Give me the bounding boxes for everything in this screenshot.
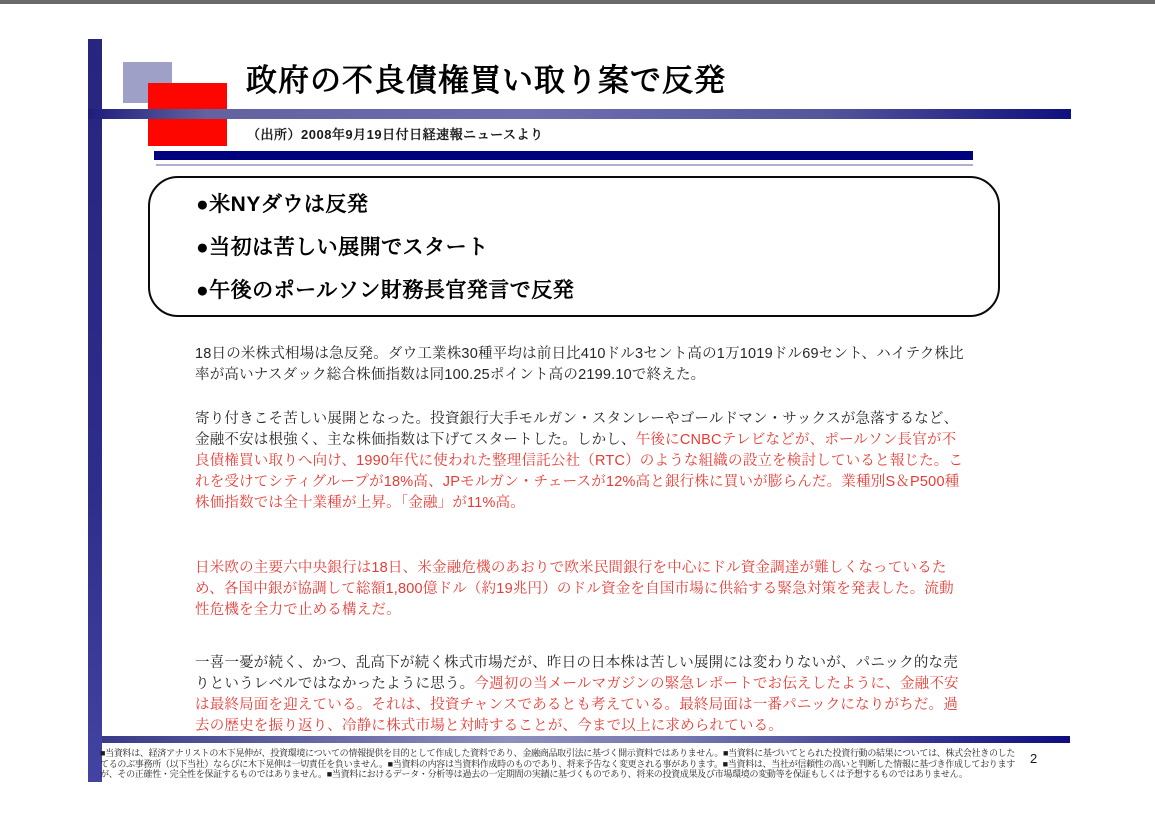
slide-title: 政府の不良債権買い取り案で反発 [246,63,726,98]
paragraph-segment: 今週初の当メールマガジンの緊急レポートでお伝えしたように、金融不安は最終局面を迎えている。それは、投資チャンスであるとも考えている。最終局面は一番パニックになりがちだ。過去の歴史を振り返り、冷静に株式市場と対峙することが、今まで以上に求められている。 [195,676,959,734]
footer-disclaimer [100,748,1016,780]
summary-box [148,176,1000,317]
footer-disclaimer-line: ■当資料は、経済アナリストの木下晃伸が、投資環境についての情報提供を目的として作成した資料であり、金融商品取引法に基づく開示資料ではありません。■当資料に基づいてとられた投資行動の結果については、株式会社きのした [100,748,1016,758]
footer-disclaimer-line: が、その正確性・完全性を保証するものではありません。■当資料におけるデータ・分析等は過去の一定期間の実績に基づくものであり、将来の投資成果及び市場環境の変動等を保証もしくは予想するものではありません。 [100,769,968,779]
paragraph-segment: 18日の米株式相場は急反発。ダウ工業株30種平均は前日比410ドル3セント高の1万1019ドル69セント、ハイテク株比率が高いナスダック総合株価指数は同100.25ポイント高の2199.10で終えた。 [195,346,964,383]
paragraph-segment: 午後にCNBCテレビなどが、ポールソン長官が不良債権買い取りへ向け、1990年代に使われた整理信託公社（RTC）のような組織の設立を検討していると報じた。これを受けてシティグループが18%高、JPモルガン・チェースが12%高と銀行株に買いが膨らんだ。業種別S＆P500種株価指数では全十業種が上昇。「金融」が11%高。 [195,432,964,511]
summary-item: ●米NYダウは反発 [196,193,369,216]
paragraph-segment: 一喜一憂が続く、かつ、乱高下が続く株式市場だが、昨日の日本株は苦しい展開には変わりないが、パニック的な売りというレベルではなかったように思う。 [195,655,958,692]
footer-rule [102,736,1070,743]
paragraph-segment: 日米欧の主要六中央銀行は18日、米金融危機のあおりで欧米民間銀行を中心にドル資金調達が難しくなっているため、各国中銀が協調して総額1,800億ドル（約19兆円）のドル資金を自国市場に供給する緊急対策を発表した。流動性危機を全力で止める構えだ。 [195,560,954,618]
header-rule-lower-underline [156,164,973,166]
header-rule-upper [88,109,1071,119]
body-paragraph [195,344,967,386]
page-number: 2 [1030,751,1038,766]
footer-disclaimer-line: てるのぶ事務所（以下当社）ならびに木下晃伸は一切責任を負いません。■当資料の内容は当資料作成時のものであり、将来予告なく変更される事があります。■当資料は、当社が信頼性の高いと判断した情報に基づき作成しております [100,758,1015,769]
source-caption: （出所）2008年9月19日付日経速報ニュースより [247,127,544,142]
top-border-line [0,0,1155,4]
body-paragraph [195,409,967,514]
left-accent-bar [88,39,102,782]
header-rule-lower [154,151,973,160]
summary-item: ●当初は苦しい展開でスタート [196,235,489,259]
summary-item: ●午後のポールソン財務長官発言で反発 [196,278,575,302]
paragraph-segment: 寄り付きこそ苦しい展開となった。投資銀行大手モルガン・スタンレーやゴールドマン・サックスが急落するなど、金融不安は根強く、主な株価指数は下げてスタートした。しかし、 [195,411,959,448]
body-paragraph [195,653,967,737]
body-paragraph [195,558,967,621]
